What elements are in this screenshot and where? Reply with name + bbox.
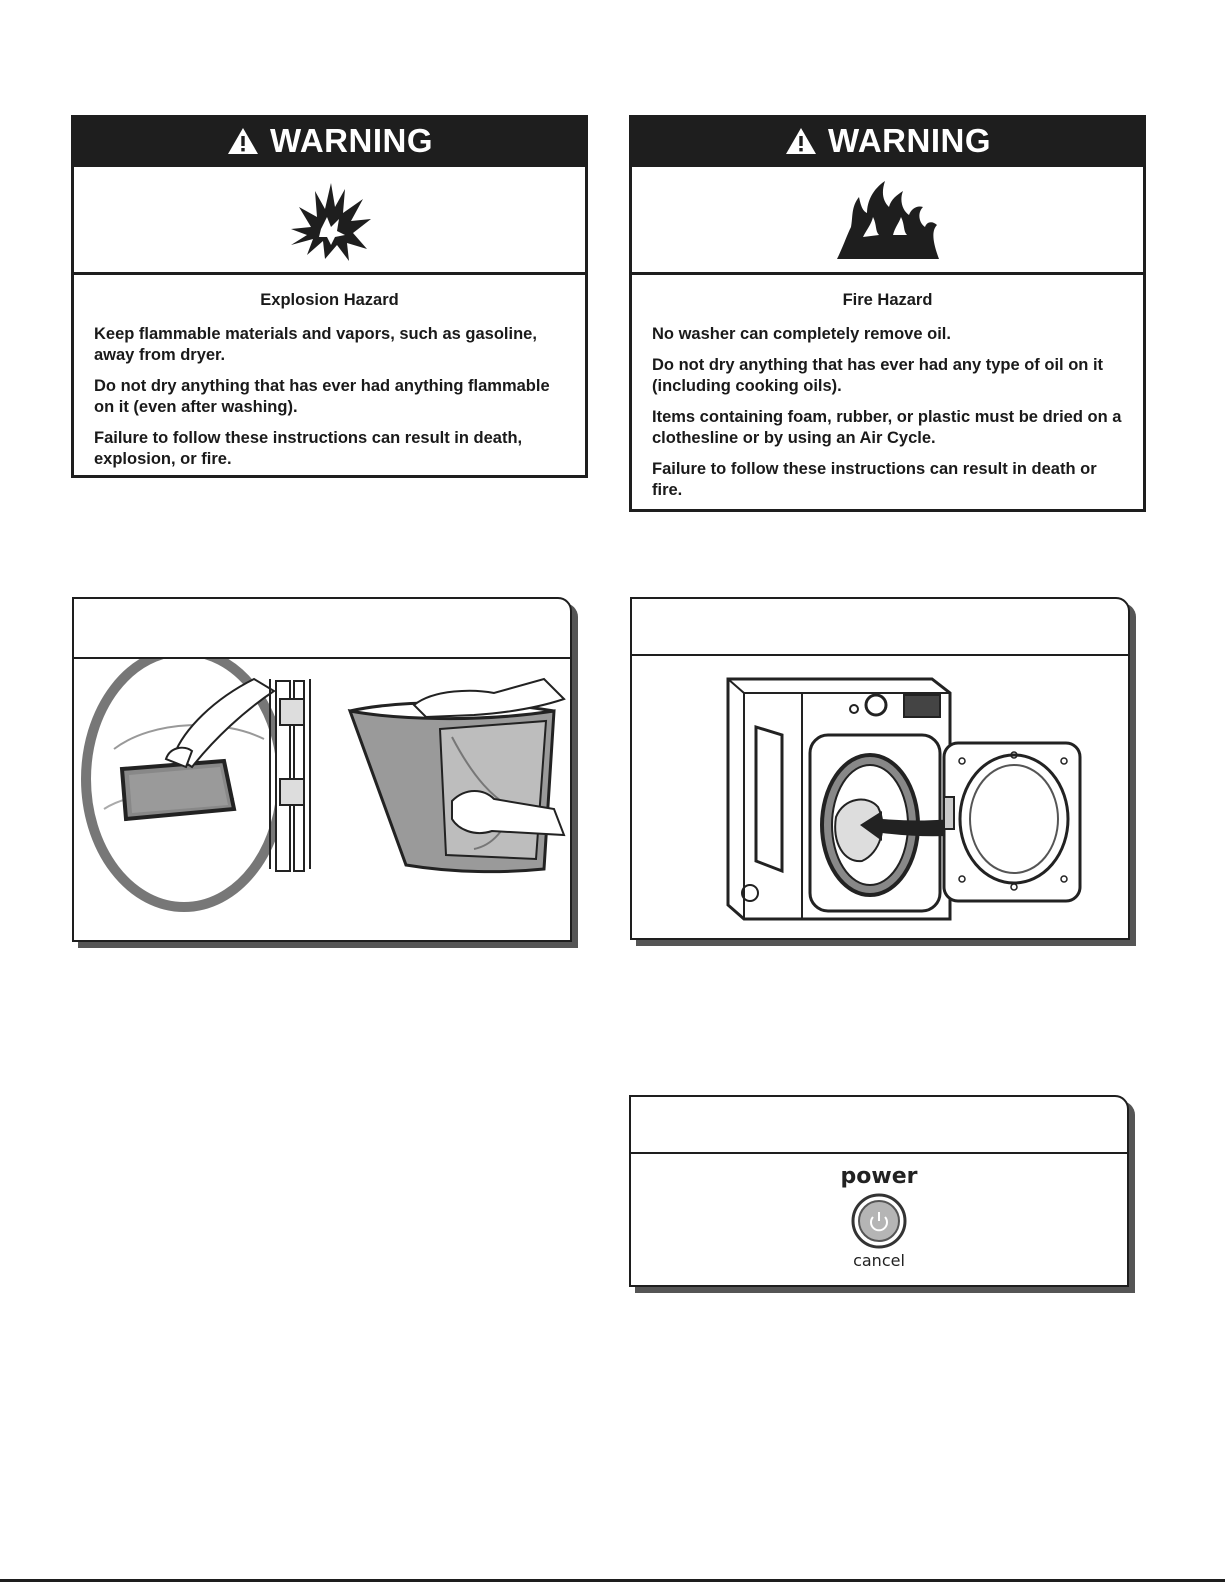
hazard-paragraph: Do not dry anything that has ever had anything flammable on it (even after washing). (94, 377, 550, 416)
panel-illustration (74, 659, 570, 940)
load-dryer-illustration-panel (630, 597, 1130, 940)
panel-illustration (632, 657, 1128, 938)
page-bottom-rule (0, 1579, 1225, 1582)
panel-illustration (631, 1154, 1127, 1285)
power-label: power (840, 1164, 918, 1189)
hazard-paragraph: Items containing foam, rubber, or plastic must be dried on a clothesline or by using an Air Cycle. (652, 408, 1122, 447)
hazard-symbol-area (632, 164, 1143, 275)
hazard-paragraph: Failure to follow these instructions can result in death or fire. (652, 460, 1097, 499)
warning-header-label: WARNING (270, 122, 433, 159)
hazard-text (74, 275, 585, 490)
power-button-panel (629, 1095, 1129, 1287)
power-button[interactable] (851, 1193, 907, 1249)
warning-box-fire (629, 115, 1146, 512)
warning-header (74, 118, 585, 164)
lint-screen-illustration-panel (72, 597, 572, 942)
lint-screen-illustration (74, 659, 570, 939)
hazard-paragraph: Failure to follow these instructions can result in death, explosion, or fire. (94, 429, 523, 468)
warning-box-explosion (71, 115, 588, 478)
cancel-label: cancel (853, 1251, 905, 1270)
hazard-title: Explosion Hazard (260, 291, 399, 309)
alert-triangle-icon (784, 126, 818, 156)
warning-header-label: WARNING (828, 122, 991, 159)
hazard-paragraph: Keep flammable materials and vapors, such as gasoline, away from dryer. (94, 325, 537, 364)
hazard-symbol-area (74, 164, 585, 275)
hazard-paragraph: Do not dry anything that has ever had any type of oil on it (including cooking oils). (652, 356, 1104, 395)
explosion-icon (285, 177, 375, 263)
power-icon (851, 1193, 907, 1249)
alert-triangle-icon (226, 126, 260, 156)
hazard-title: Fire Hazard (842, 291, 933, 309)
panel-header-strip (630, 597, 1130, 656)
panel-header-strip (72, 597, 572, 659)
warning-header (632, 118, 1143, 164)
dryer-loading-illustration (632, 657, 1128, 937)
hazard-paragraph: No washer can completely remove oil. (652, 325, 951, 343)
hazard-text (632, 275, 1143, 521)
fire-icon (833, 177, 943, 263)
panel-header-strip (629, 1095, 1129, 1154)
